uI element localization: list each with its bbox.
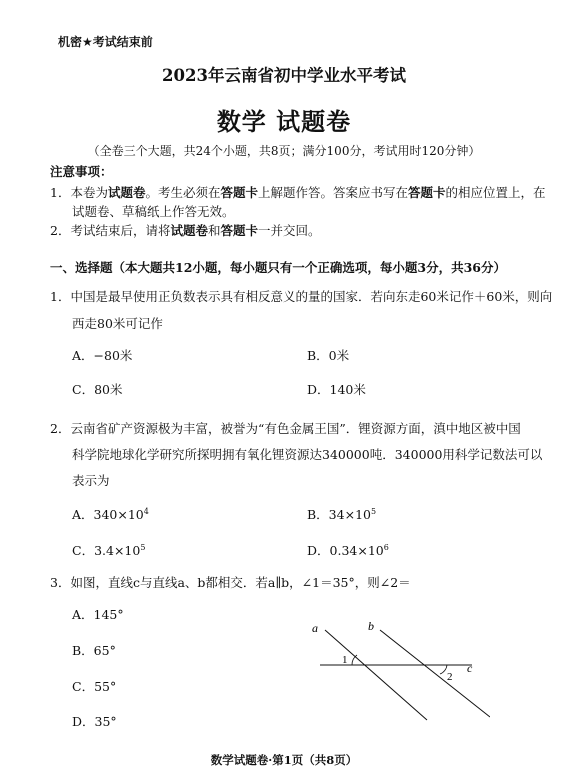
q3-option-a: A．145° [72,607,124,622]
notice-heading: 注意事项： [50,164,113,179]
angle-2-arc [440,665,447,674]
page-footer: 数学试题卷·第1页（共8页） [210,753,358,767]
q2-text-line-2: 科学院地球化学研究所探明拥有氧化锂资源达340000吨．340000用科学记数法可以 [72,447,543,462]
line-a [325,630,427,720]
q3-option-d: D．35° [72,714,117,729]
q2-option-c: C．$3.4\times 10^5$ [72,542,146,558]
paper-title: 数学 试题卷 [216,108,352,136]
line-b [380,630,490,717]
q2-text-line-3: 表示为 [72,473,110,488]
paper-subtitle: （全卷三个大题，共24个小题，共8页；满分100分，考试用时120分钟） [87,144,481,158]
q3-option-c: C．55° [72,679,117,694]
label-c: c [467,661,473,675]
q1-option-a: A．−80米 [72,348,133,363]
q1-option-b: B．0米 [307,348,350,363]
exam-title: 2023年云南省初中学业水平考试 [162,66,406,85]
q1-option-c: C．80米 [72,382,123,397]
label-b: b [368,619,374,633]
q2-option-a: A．$340\times 10^4$ [72,506,149,522]
label-angle-2: 2 [447,671,453,683]
notice-item-1-continued: 试题卷、草稿纸上作答无效。 [72,204,235,219]
q2-option-d: D．$0.34\times 10^6$ [307,542,389,558]
q3-figure [300,610,490,730]
q3-text-line-1: 3．如图，直线c与直线a、b都相交．若a∥b，∠1＝35°，则∠2＝ [50,575,411,590]
section-heading: 一、选择题（本大题共12小题，每小题只有一个正确选项，每小题3分，共36分） [50,260,506,275]
q3-option-b: B．65° [72,643,116,658]
notice-item-2: 2．考试结束后，请将试题卷和答题卡一并交回。 [50,223,321,238]
q1-text-line-2: 西走80米可记作 [72,316,163,331]
q2-option-b: B．$34\times 10^5$ [307,506,377,522]
q1-option-d: D．140米 [307,382,366,397]
notice-item-1: 1．本卷为试题卷。考生必须在答题卡上解题作答。答案应书写在答题卡的相应位置上，在 [50,185,546,200]
confidential-mark: 机密★考试结束前 [58,35,153,49]
label-angle-1: 1 [342,654,348,666]
q1-text-line-1: 1．中国是最早使用正负数表示具有相反意义的量的国家．若向东走60米记作＋60米，则向 [50,289,553,304]
label-a: a [312,621,318,635]
q2-text-line-1: 2．云南省矿产资源极为丰富，被誉为“有色金属王国”．锂资源方面，滇中地区被中国 [50,421,521,436]
